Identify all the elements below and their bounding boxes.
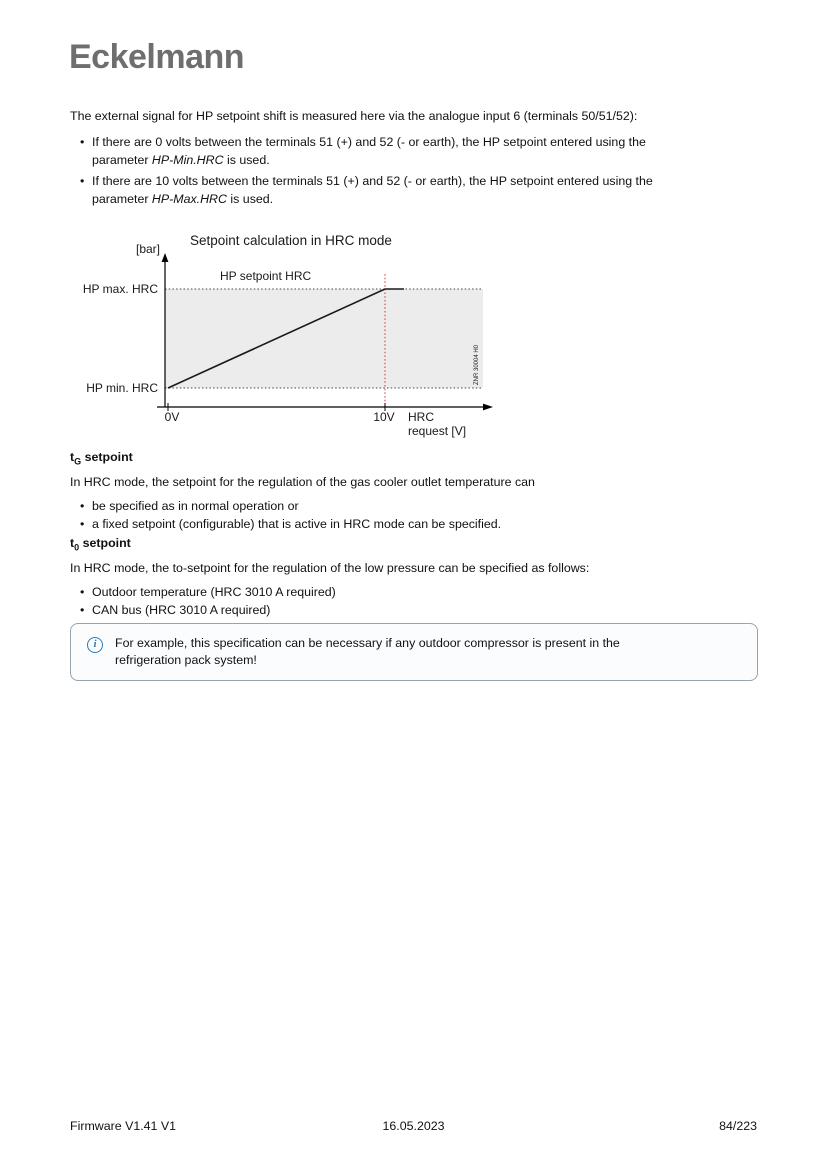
intro-block [70,108,762,212]
y-axis-arrow [162,253,169,262]
info-icon: i [87,637,103,653]
hp-max-label: HP max. HRC [82,282,158,296]
bullet-text: is used. [226,191,274,206]
bullet-text: is used. [223,152,270,167]
parameter-name: HP-Min.HRC [151,152,224,167]
heading-text: t [70,450,75,464]
heading-subscript: G [74,456,82,467]
eckelmann-logo: Eckelmann [69,38,245,76]
info-note-text: For example, this specification can be necessary if any outdoor compressor is present in the refrigeration pack system! [115,636,620,667]
bullet-item [70,498,702,515]
bullet-item [70,584,702,601]
x-axis-arrow [483,404,493,411]
bullet-item [70,173,702,208]
parameter-name: HP-Max.HRC [151,191,227,206]
section-heading-tg [70,450,762,466]
footer-date: 16.05.2023 [382,1119,445,1133]
section-tg-setpoint [70,450,762,533]
section-bullet-list [70,498,762,532]
x-tick-label-0v: 0V [164,410,180,424]
section-bullet-list [70,584,762,618]
x-tick-label-10v: 10V [373,410,395,424]
section-heading-t0 [70,536,762,552]
y-axis-unit-label: [bar] [135,242,160,256]
section-t0-setpoint [70,536,762,619]
footer-firmware-version: Firmware V1.41 V1 [70,1119,177,1133]
footer-page-number: 84/223 [719,1119,757,1133]
bullet-text: CAN bus (HRC 3010 A required) [92,602,271,617]
bullet-item [70,516,702,533]
hp-min-label: HP min. HRC [86,381,158,395]
heading-subscript: 0 [74,542,80,553]
page-footer [70,1119,757,1135]
section-lead: In HRC mode, the setpoint for the regulation of the gas cooler outlet temperature can [70,475,535,490]
bullet-item [70,134,702,169]
shaded-band [165,289,483,388]
bullet-text: be specified as in normal operation or [92,499,299,514]
heading-text: setpoint [79,536,131,550]
chart-title: Setpoint calculation in HRC mode [190,233,392,248]
drawing-number-note: ZNR 30004 H0 [474,344,480,385]
section-lead: In HRC mode, the to-setpoint for the regulation of the low pressure can be specified as follows: [70,561,590,576]
bullet-text: Outdoor temperature (HRC 3010 A required) [92,585,336,600]
setpoint-chart [70,226,510,444]
info-note-box [70,623,758,681]
bullet-text: a fixed setpoint (configurable) that is active in HRC mode can be specified. [92,516,502,531]
setpoint-line-label: HP setpoint HRC [220,269,312,283]
bullet-item [70,602,702,619]
intro-bullet-list [70,134,762,208]
intro-paragraph: The external signal for HP setpoint shift is measured here via the analogue input 6 (terminals 50/51/52): [70,109,638,123]
heading-text: t [70,536,75,550]
bullet-text: If there are 0 volts between the terminals 51 (+) and 52 (- or earth), the HP setpoint entered using the parameter [92,135,646,167]
x-axis-label-line1: HRC [408,410,434,424]
bullet-text: If there are 10 volts between the terminals 51 (+) and 52 (- or earth), the HP setpoint entered using the parameter [92,174,653,206]
setpoint-chart-svg [70,226,510,444]
x-axis-label-line2: request [V] [408,424,467,438]
heading-text: setpoint [81,450,133,464]
